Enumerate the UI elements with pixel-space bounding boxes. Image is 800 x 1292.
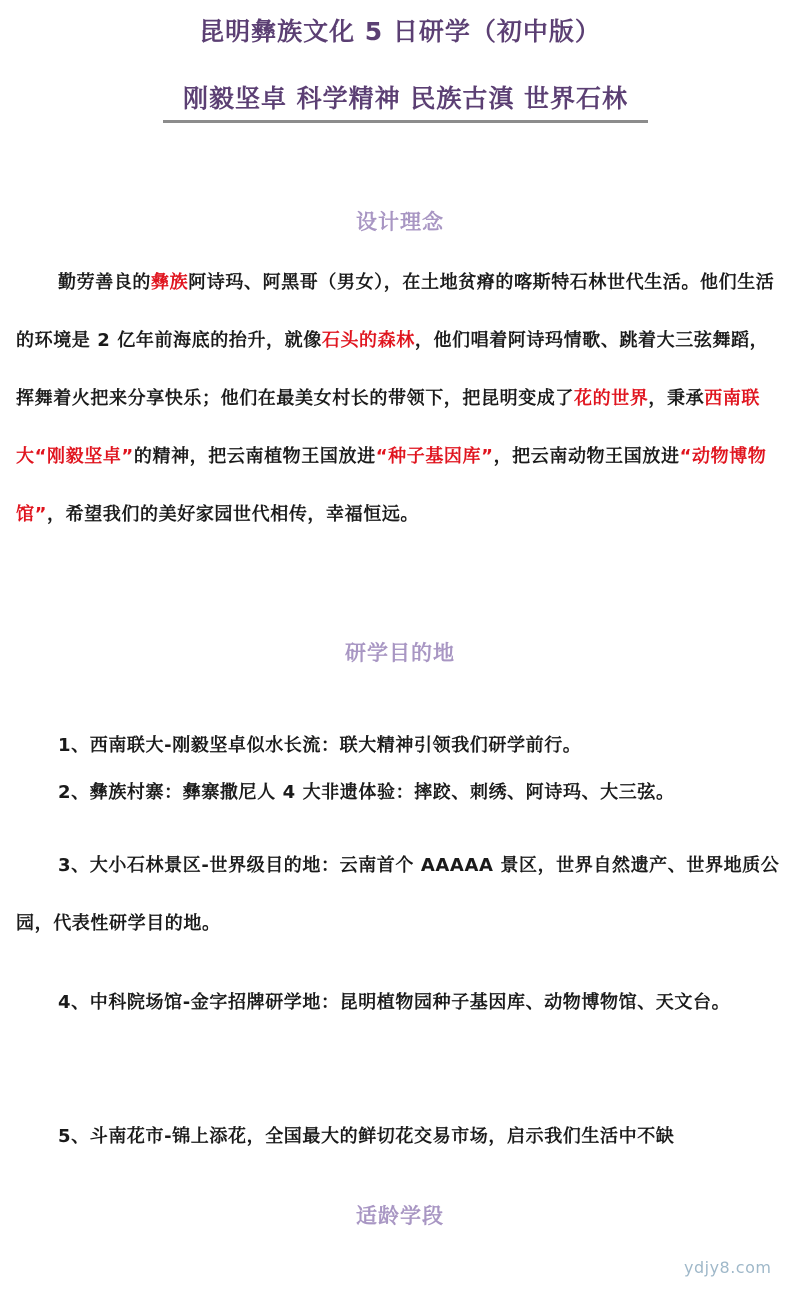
- subtitle-underlined: [163, 82, 648, 123]
- destination-item-3: 3、大小石林景区-世界级目的地：云南首个 AAAAA 景区，世界自然遗产、世界地质公园，代表性研学目的地。: [16, 855, 780, 934]
- section-heading-age: 适龄学段: [356, 1204, 444, 1228]
- section-heading-destinations: 研学目的地: [345, 641, 455, 665]
- watermark: ydjy8.com: [684, 1258, 772, 1277]
- highlight-stone-forest: 石头的森林: [321, 330, 415, 351]
- page-title: 昆明彝族文化 5 日研学（初中版）: [199, 17, 601, 46]
- destination-item-5: 5、斗南花市-锦上添花，全国最大的鲜切花交易市场，启示我们生活中不缺: [58, 1126, 675, 1147]
- text-run: ，他们唱着阿诗玛情歌、跳着大三弦舞蹈，挥舞着火把来分享快乐；他们在最美女村长的带领下，把昆明变成了: [16, 330, 769, 409]
- page-subtitle: 刚毅坚卓 科学精神 民族古滇 世界石林: [182, 84, 629, 113]
- destination-item-4: 4、中科院场馆-金字招牌研学地：昆明植物园种子基因库、动物博物馆、天文台。: [58, 992, 731, 1013]
- text-run: 阿诗玛、阿黑哥（男女），在土地贫瘠的喀斯特石林世代生活。他们生活的环境是 2 亿年前海底的抬升，就像: [16, 272, 775, 351]
- highlight-museum: “动物博物馆”: [16, 446, 767, 525]
- destination-item-1: 1、西南联大-刚毅坚卓似水长流：联大精神引领我们研学前行。: [58, 735, 582, 756]
- text-run: 的精神，把云南植物王国放进: [133, 446, 376, 467]
- section-heading-design: 设计理念: [356, 210, 444, 234]
- highlight-flower-world: 花的世界: [574, 388, 649, 409]
- design-paragraph: [16, 254, 786, 544]
- highlight-lianda: 西南联大“刚毅坚卓”: [16, 388, 761, 467]
- destination-item-2: 2、彝族村寨：彝寨撒尼人 4 大非遗体验：摔跤、刺绣、阿诗玛、大三弦。: [58, 782, 675, 803]
- highlight-yi: 彝族: [151, 272, 189, 293]
- text-run: ，希望我们的美好家园世代相传，幸福恒远。: [47, 504, 420, 525]
- text-run: 勤劳善良的: [58, 272, 151, 293]
- text-run: ，把云南动物王国放进: [493, 446, 680, 467]
- text-run: ，秉承: [648, 388, 705, 409]
- highlight-seed-bank: “种子基因库”: [375, 446, 494, 467]
